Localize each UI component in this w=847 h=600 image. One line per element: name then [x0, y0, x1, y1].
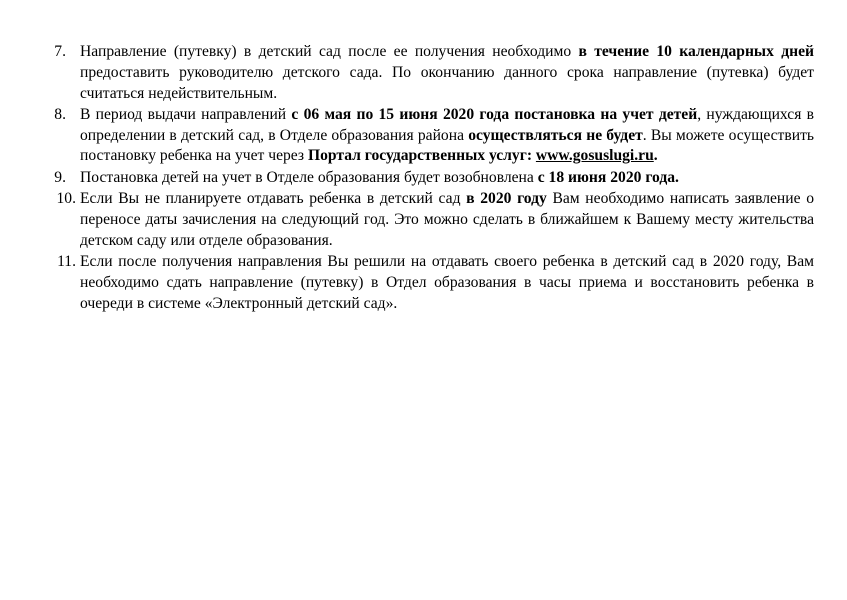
item-text: предоставить руководителю детского сада. По окончанию данного срока направление (путевка) будет считаться недействительным.	[80, 63, 814, 102]
item-text: Вам необходимо написать заявление о переносе даты зачисления на следующий год. Это можно сделать в ближайшем к Вашему месту жительства детском саду или отделе образования.	[80, 190, 814, 249]
item-text: В период выдачи направлений	[80, 105, 292, 123]
item-text: Если Вы не планируете отдавать ребенка в детский сад	[80, 190, 467, 208]
item-bold-text: с 18 июня 2020 года.	[537, 168, 679, 186]
item-text: Постановка детей на учет в Отделе образования будет возобновлена	[80, 168, 538, 186]
item-number: 8.	[54, 105, 66, 123]
gosuslugi-link[interactable]: www.gosuslugi.ru	[535, 147, 654, 165]
item-text: , нуждающихся в определении в детский сад, в Отделе образования района	[80, 105, 814, 144]
list-item-10	[48, 189, 814, 251]
item-bold-text: в течение 10 календарных дней	[578, 43, 814, 60]
item-bold-text: осуществляться не будет	[468, 126, 643, 144]
item-text: . Вы можете осуществить постановку ребенка на учет через	[80, 126, 814, 165]
item-number: 9.	[54, 168, 66, 186]
list-item-9	[48, 168, 814, 189]
list-item-8	[48, 105, 814, 167]
item-text: Направление (путевку) в детский сад после ее получения необходимо	[80, 43, 579, 60]
list-item-7	[48, 42, 814, 104]
item-bold-text: с 06 мая по 15 июня 2020 года постановка на учет детей	[291, 105, 698, 123]
instructions-list	[48, 42, 814, 315]
item-text: Если после получения направления Вы решили на отдавать своего ребенка в детский сад в 2020 году, Вам необходимо сдать направление (путевку) в Отдел образования в часы приема и восстановить ребенка в очереди в системе «Электронный детский сад».	[80, 252, 814, 312]
item-text: .	[653, 147, 658, 165]
portal-name: Портал государственных услуг:	[307, 147, 536, 165]
item-number: 11.	[57, 252, 76, 270]
list-item-11	[48, 252, 814, 314]
item-number: 7.	[54, 43, 66, 60]
item-bold-text: в 2020 году	[466, 190, 547, 208]
item-number: 10.	[56, 190, 76, 208]
